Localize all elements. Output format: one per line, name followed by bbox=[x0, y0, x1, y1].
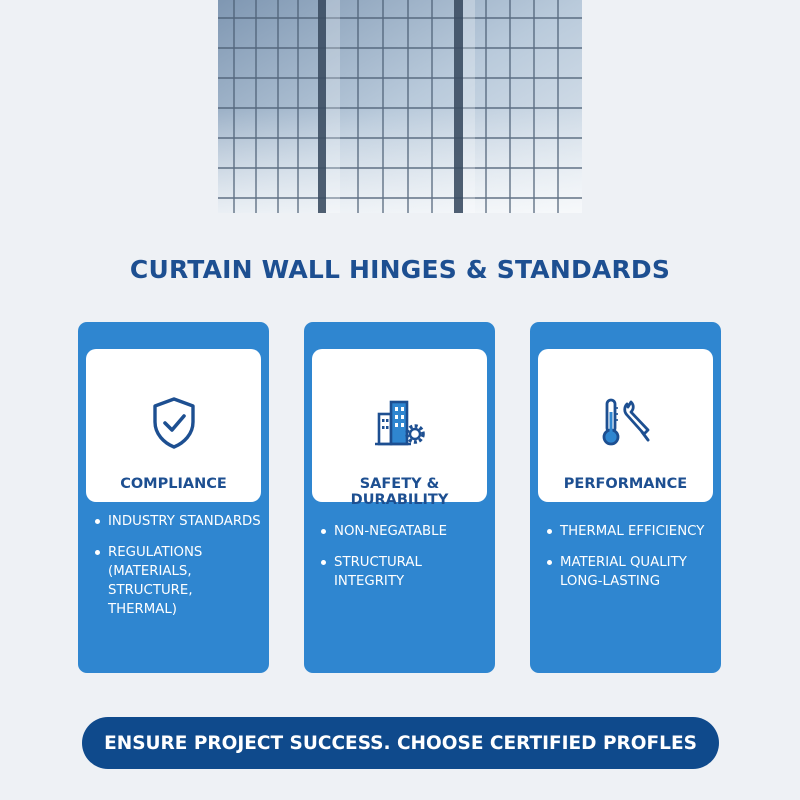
card-header bbox=[86, 349, 261, 502]
safety-durability-card bbox=[304, 322, 495, 673]
list-item: THERMAL EFFICIENCY bbox=[545, 522, 713, 541]
shield-check-icon bbox=[145, 394, 203, 452]
card-title: COMPLIANCE bbox=[120, 476, 227, 492]
card-title: PERFORMANCE bbox=[563, 476, 688, 492]
performance-card bbox=[530, 322, 721, 673]
building-gear-icon bbox=[371, 394, 429, 452]
curtain-wall-photo bbox=[218, 0, 582, 213]
card-title: SAFETY & DURABILITY bbox=[350, 476, 449, 508]
thermometer-wrench-icon bbox=[597, 394, 655, 452]
cta-banner: ENSURE PROJECT SUCCESS. CHOOSE CERTIFIED PROFLES bbox=[82, 717, 719, 769]
card-bullet-list bbox=[319, 522, 487, 603]
list-item: NON-NEGATABLE bbox=[319, 522, 487, 541]
list-item: STRUCTURAL INTEGRITY bbox=[319, 553, 487, 591]
card-bullet-list bbox=[545, 522, 713, 603]
list-item: MATERIAL QUALITY LONG-LASTING bbox=[545, 553, 713, 591]
card-header bbox=[312, 349, 487, 508]
card-bullet-list bbox=[93, 512, 261, 631]
page-title: CURTAIN WALL HINGES & STANDARDS bbox=[129, 255, 671, 284]
compliance-card bbox=[78, 322, 269, 673]
list-item: INDUSTRY STANDARDS bbox=[93, 512, 261, 531]
list-item: REGULATIONS (MATERIALS, STRUCTURE, THERMAL) bbox=[93, 543, 261, 619]
card-header bbox=[538, 349, 713, 502]
glass-facade-illustration bbox=[218, 0, 582, 213]
